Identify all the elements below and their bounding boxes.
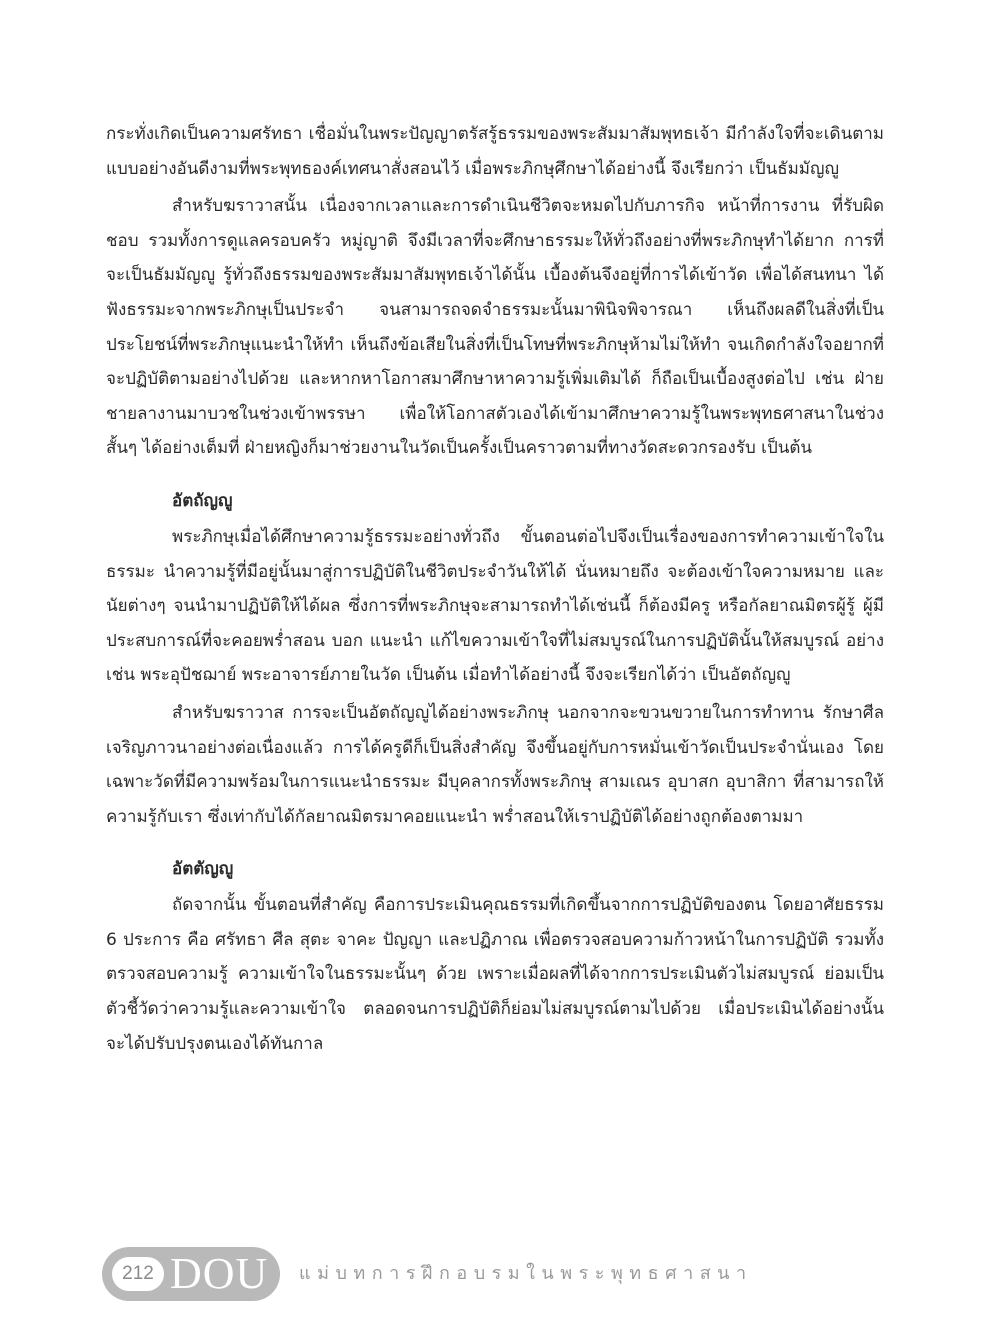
running-book-title: แม่บทการฝึกอบรมในพระพุทธศาสนา (299, 1263, 753, 1284)
heading-attanyu: อัตตัญญู (172, 859, 234, 880)
brand-logo-text: DOU (170, 1249, 269, 1298)
paragraph-dhammanyu-conclusion: กระทั่งเกิดเป็นความศรัทธา เชื่อมั่นในพระปัญญาตรัสรู้ธรรมของพระสัมมาสัมพุทธเจ้า มีกำลังใจที่จะเดินตามแบบอย่างอันดีงามที่พระพุทธองค์เทศนาสั่งสอนไว้ เมื่อพระภิกษุศึกษาได้อย่างนี้ จึงเรียกว่า เป็นธัมมัญญู (106, 124, 884, 179)
body-text (106, 117, 884, 1061)
page-footer (102, 1247, 753, 1301)
paragraph-laity-dhammanyu: สำหรับฆราวาสนั้น เนื่องจากเวลาและการดำเนินชีวิตจะหมดไปกับภารกิจ หน้าที่การงาน ที่รับผิดชอบ รวมทั้งการดูแลครอบครัว หมู่ญาติ จึงมีเวลาที่จะศึกษาธรรมะให้ทั่วถึงอย่างที่พระภิกษุทำได้ยาก การที่จะเป็นธัมมัญญู รู้ทั่วถึงธรรมของพระสัมมาสัมพุทธเจ้าได้นั้น เบื้องต้นจึงอยู่ที่การได้เข้าวัด เพื่อได้สนทนา ได้ฟังธรรมะจากพระภิกษุเป็นประจำ จนสามารถจดจำธรรมะนั้นมาพินิจพิจารณา เห็นถึงผลดีในสิ่งที่เป็นประโยชน์ที่พระภิกษุแนะนำให้ทำ เห็นถึงข้อเสียในสิ่งที่เป็นโทษที่พระภิกษุห้ามไม่ให้ทำ จนเกิดกำลังใจอยากที่จะปฏิบัติตามอย่างไปด้วย และหากหาโอกาสมาศึกษาหาความรู้เพิ่มเติมได้ ก็ถือเป็นเบื้องสูงต่อไป เช่น ฝ่ายชายลางานมาบวชในช่วงเข้าพรรษา เพื่อให้โอกาสตัวเองได้เข้ามาศึกษาความรู้ในพระพุทธศาสนาในช่วงสั้นๆ ได้อย่างเต็มที่ ฝ่ายหญิงก็มาช่วยงานในวัดเป็นครั้งเป็นคราวตามที่ทางวัดสะดวกรองรับ เป็นต้น (106, 196, 884, 459)
heading-atthanyu: อัตถัญญู (172, 490, 233, 511)
footer-badge (102, 1247, 280, 1301)
page-number: 212 (112, 1257, 164, 1291)
paragraph-atthanyu-monks: พระภิกษุเมื่อได้ศึกษาความรู้ธรรมะอย่างทั่วถึง ขั้นตอนต่อไปจึงเป็นเรื่องของการทำความเข้าใจในธรรมะ นำความรู้ที่มีอยู่นั้นมาสู่การปฏิบัติในชีวิตประจำวันให้ได้ นั่นหมายถึง จะต้องเข้าใจความหมาย และนัยต่างๆ จนนำมาปฏิบัติให้ได้ผล ซึ่งการที่พระภิกษุจะสามารถทำได้เช่นนี้ ก็ต้องมีครู หรือกัลยาณมิตรผู้รู้ ผู้มีประสบการณ์ที่จะคอยพร่ำสอน บอก แนะนำ แก้ไขความเข้าใจที่ไม่สมบูรณ์ในการปฏิบัตินั้นให้สมบูรณ์ อย่างเช่น พระอุปัชฌาย์ พระอาจารย์ภายในวัด เป็นต้น เมื่อทำได้อย่างนี้ จึงจะเรียกได้ว่า เป็นอัตถัญญู (106, 526, 884, 686)
paragraph-atthanyu-laity: สำหรับฆราวาส การจะเป็นอัตถัญญูได้อย่างพระภิกษุ นอกจากจะขวนขวายในการทำทาน รักษาศีล เจริญภาวนาอย่างต่อเนื่องแล้ว การได้ครูดีก็เป็นสิ่งสำคัญ จึงขึ้นอยู่กับการหมั่นเข้าวัดเป็นประจำนั่นเอง โดยเฉพาะวัดที่มีความพร้อมในการแนะนำธรรมะ มีบุคลากรทั้งพระภิกษุ สามเณร อุบาสก อุบาสิกา ที่สามารถให้ความรู้กับเรา ซึ่งเท่ากับได้กัลยาณมิตรมาคอยแนะนำ พร่ำสอนให้เราปฏิบัติได้อย่างถูกต้องตามมา (106, 702, 884, 827)
paragraph-attanyu: ถัดจากนั้น ขั้นตอนที่สำคัญ คือการประเมินคุณธรรมที่เกิดขึ้นจากการปฏิบัติของตน โดยอาศัยธรรม 6 ประการ คือ ศรัทธา ศีล สุตะ จาคะ ปัญญา และปฏิภาณ เพื่อตรวจสอบความก้าวหน้าในการปฏิบัติ รวมทั้งตรวจสอบความรู้ ความเข้าใจในธรรมะนั้นๆ ด้วย เพราะเมื่อผลที่ได้จากการประเมินตัวไม่สมบูรณ์ ย่อมเป็นตัวชี้วัดว่าความรู้และความเข้าใจ ตลอดจนการปฏิบัติก็ย่อมไม่สมบูรณ์ตามไปด้วย เมื่อประเมินได้อย่างนั้น จะได้ปรับปรุงตนเองได้ทันกาล (106, 895, 884, 1054)
